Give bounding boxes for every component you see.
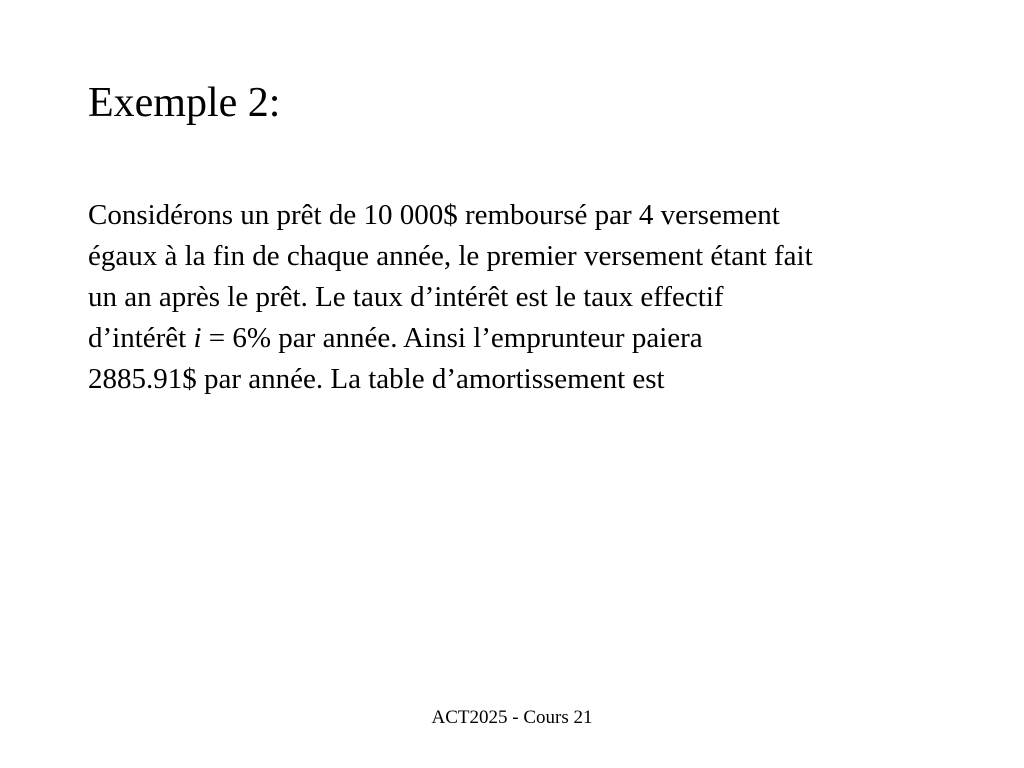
slide-body <box>88 195 968 400</box>
body-line-3: un an après le prêt. Le taux d’intérêt est le taux effectif <box>88 281 724 313</box>
body-line-5: 2885.91$ par année. La table d’amortissement est <box>88 363 665 395</box>
body-line-4-prefix: d’intérêt <box>88 322 194 354</box>
body-line-4 <box>88 318 968 359</box>
interest-rate-variable: i <box>193 322 202 354</box>
slide-title: Exemple 2: <box>88 80 281 126</box>
slide-footer: ACT2025 - Cours 21 <box>431 707 593 728</box>
body-line-1: Considérons un prêt de 10 000$ remboursé par 4 versement <box>88 199 780 231</box>
body-line-4-suffix: = 6% par année. Ainsi l’emprunteur paiera <box>201 322 703 354</box>
body-line-2: égaux à la fin de chaque année, le premier versement étant fait <box>88 240 813 272</box>
